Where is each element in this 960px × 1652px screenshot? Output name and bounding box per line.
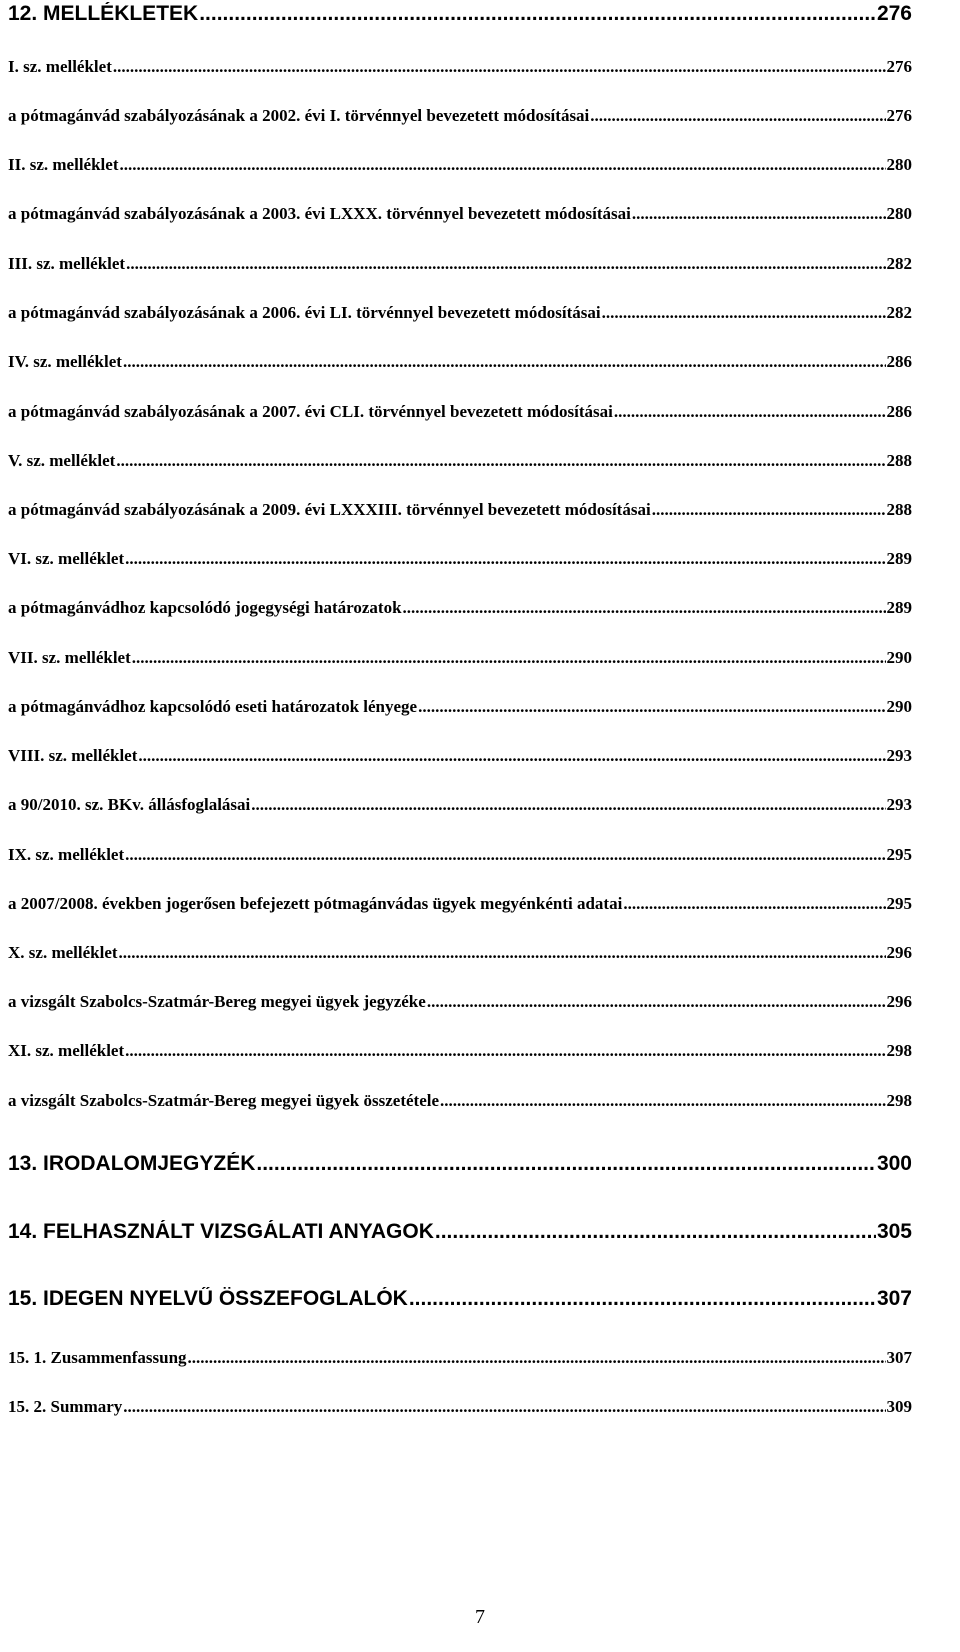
toc-dot-leader [614,402,886,422]
toc-dot-leader [435,1220,876,1244]
toc-entry-page: 296 [886,943,912,962]
toc-entry-page: 276 [876,2,912,25]
toc-dot-leader [427,992,886,1012]
toc-entry-label: IV. sz. melléklet [8,352,122,371]
toc-entry-page: 307 [876,1287,912,1310]
toc-entry-page: 280 [886,155,912,174]
toc-entry-page: 282 [886,254,912,273]
toc-entry-label: a pótmagánvádhoz kapcsolódó jogegységi határozatok [8,598,402,617]
toc-entry-page: 290 [886,697,912,716]
toc-entry-label: a pótmagánvád szabályozásának a 2006. évi LI. törvénnyel bevezetett módosításai [8,303,601,322]
toc-entry-page: 295 [886,845,912,864]
toc-entry-page: 289 [886,549,912,568]
toc-entry[interactable] [8,943,912,963]
toc-entry[interactable] [8,57,912,77]
toc-dot-leader [602,303,886,323]
toc-entry[interactable] [8,1348,912,1368]
toc-dot-leader [199,2,876,26]
toc-dot-leader [652,500,886,520]
toc-entry-page: 298 [886,1091,912,1110]
toc-entry-label: 15. IDEGEN NYELVŰ ÖSSZEFOGLALÓK [8,1287,408,1310]
toc-entry-label: IX. sz. melléklet [8,845,125,864]
toc-dot-leader [590,106,885,126]
toc-entry[interactable] [8,992,912,1012]
toc-entry-label: a pótmagánvád szabályozásának a 2002. évi I. törvénnyel bevezetett módosításai [8,106,590,125]
toc-entry-page: 288 [886,500,912,519]
toc-dot-leader [623,894,885,914]
toc-entry[interactable] [8,1220,912,1244]
toc-entry-page: 293 [886,746,912,765]
toc-entry-page: 286 [886,402,912,421]
toc-entry[interactable] [8,894,912,914]
toc-entry[interactable] [8,648,912,668]
toc-entry-label: a vizsgált Szabolcs-Szatmár-Bereg megyei ügyek jegyzéke [8,992,426,1011]
toc-entry-page: 288 [886,451,912,470]
toc-entry[interactable] [8,598,912,618]
toc-entry-label: a pótmagánvád szabályozásának a 2009. évi LXXXIII. törvénnyel bevezetett módosításai [8,500,651,519]
toc-entry-page: 276 [886,57,912,76]
toc-dot-leader [256,1152,876,1176]
toc-entry[interactable] [8,1152,912,1176]
toc-entry-label: X. sz. melléklet [8,943,118,962]
toc-entry[interactable] [8,697,912,717]
toc-entry-page: 296 [886,992,912,1011]
toc-entry-label: VII. sz. melléklet [8,648,131,667]
toc-dot-leader [116,451,885,471]
toc-entry-label: a vizsgált Szabolcs-Szatmár-Bereg megyei ügyek összetétele [8,1091,440,1110]
toc-entry[interactable] [8,845,912,865]
toc-entry[interactable] [8,500,912,520]
toc-entry[interactable] [8,106,912,126]
toc-entry-label: 15. 2. Summary [8,1397,123,1416]
toc-dot-leader [125,549,885,569]
toc-entry-page: 276 [886,106,912,125]
toc-entry-page: 295 [886,894,912,913]
toc-entry-label: 14. FELHASZNÁLT VIZSGÁLATI ANYAGOK [8,1220,434,1243]
toc-dot-leader [125,845,885,865]
toc-entry[interactable] [8,795,912,815]
toc-entry-page: 280 [886,204,912,223]
toc-entry-page: 300 [876,1152,912,1175]
toc-entry-label: a 2007/2008. években jogerősen befejezett pótmagánvádas ügyek megyénkénti adatai [8,894,623,913]
toc-entry-page: 290 [886,648,912,667]
toc-dot-leader [632,204,886,224]
toc-entry-page: 309 [886,1397,912,1416]
toc-entry-label: a pótmagánvád szabályozásának a 2007. évi CLI. törvénnyel bevezetett módosításai [8,402,613,421]
toc-entry[interactable] [8,1287,912,1311]
toc-entry-label: VIII. sz. melléklet [8,746,138,765]
toc-entry[interactable] [8,254,912,274]
toc-entry-label: a pótmagánvád szabályozásának a 2003. évi LXXX. törvénnyel bevezetett módosításai [8,204,631,223]
toc-dot-leader [138,746,885,766]
toc-entry[interactable] [8,204,912,224]
toc-entry-page: 305 [876,1220,912,1243]
toc-dot-leader [123,1397,885,1417]
toc-entry[interactable] [8,451,912,471]
toc-entry-label: II. sz. melléklet [8,155,119,174]
toc-entry[interactable] [8,352,912,372]
toc-entry-label: III. sz. melléklet [8,254,126,273]
toc-dot-leader [403,598,886,618]
toc-entry-page: 298 [886,1041,912,1060]
toc-entry[interactable] [8,549,912,569]
toc-entry-page: 289 [886,598,912,617]
toc-entry[interactable] [8,1091,912,1111]
toc-dot-leader [123,352,886,372]
toc-entry-page: 293 [886,795,912,814]
toc-dot-leader [440,1091,885,1111]
toc-entry-label: VI. sz. melléklet [8,549,125,568]
toc-entry-label: I. sz. melléklet [8,57,112,76]
toc-entry[interactable] [8,303,912,323]
toc-entry[interactable] [8,155,912,175]
toc-entry-label: 12. MELLÉKLETEK [8,2,199,25]
toc-entry[interactable] [8,1041,912,1061]
page-number: 7 [475,1606,485,1628]
toc-entry-label: a 90/2010. sz. BKv. állásfoglalásai [8,795,251,814]
toc-entry[interactable] [8,2,912,26]
toc-entry-page: 282 [886,303,912,322]
toc-entry[interactable] [8,1397,912,1417]
toc-dot-leader [188,1348,886,1368]
toc-entry-page: 307 [886,1348,912,1367]
toc-dot-leader [119,155,885,175]
toc-dot-leader [409,1287,876,1311]
toc-entry-label: a pótmagánvádhoz kapcsolódó eseti határozatok lényege [8,697,418,716]
toc-entry-label: V. sz. melléklet [8,451,116,470]
toc-entry[interactable] [8,746,912,766]
toc-entry-label: 15. 1. Zusammenfassung [8,1348,187,1367]
toc-entry-label: 13. IRODALOMJEGYZÉK [8,1152,256,1175]
toc-entry-label: XI. sz. melléklet [8,1041,125,1060]
toc-dot-leader [126,254,885,274]
toc-dot-leader [125,1041,885,1061]
toc-dot-leader [113,57,886,77]
toc-entry-page: 286 [886,352,912,371]
toc-dot-leader [132,648,886,668]
toc-entry[interactable] [8,402,912,422]
toc-dot-leader [418,697,885,717]
toc-dot-leader [119,943,886,963]
toc-dot-leader [251,795,885,815]
